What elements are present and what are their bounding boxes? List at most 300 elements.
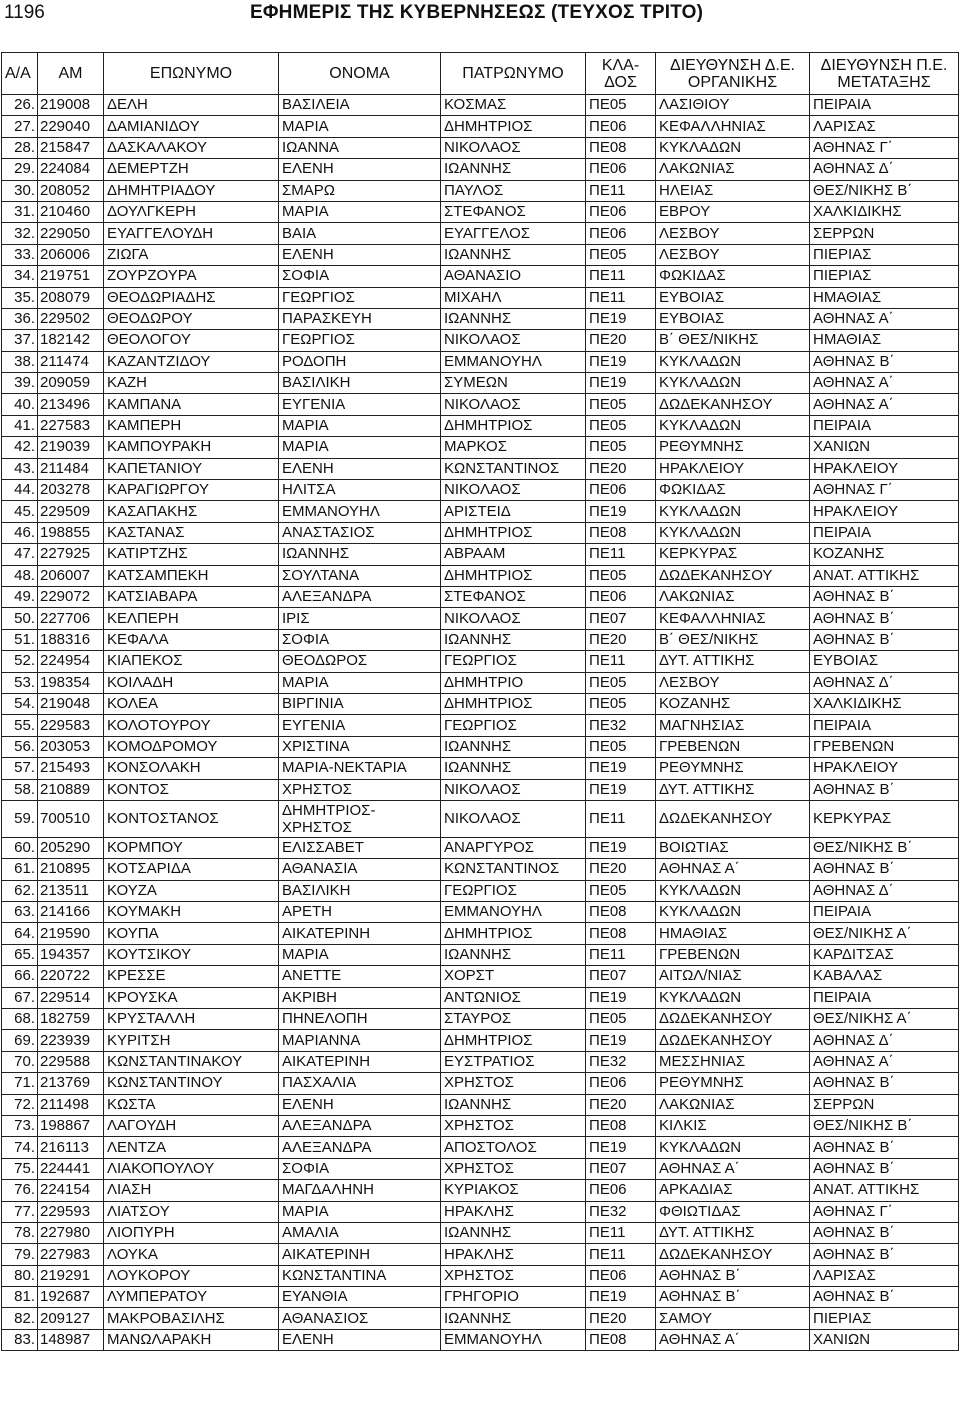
table-row xyxy=(2,159,959,180)
cell-surname: ΚΑΣΤΑΝΑΣ xyxy=(104,522,279,543)
cell-fathers-name: ΙΩΑΝΝΗΣ xyxy=(441,736,586,757)
cell-origin-directorate: ΚΥΚΛΑΔΩΝ xyxy=(656,880,810,901)
cell-branch: ΠΕ11 xyxy=(586,287,656,308)
cell-origin-directorate: ΛΕΣΒΟΥ xyxy=(656,244,810,265)
cell-registry-number: 208079 xyxy=(38,287,104,308)
cell-destination-directorate: ΑΘΗΝΑΣ Β΄ xyxy=(810,1287,959,1308)
cell-fathers-name: ΝΙΚΟΛΑΟΣ xyxy=(441,480,586,501)
cell-fathers-name: ΙΩΑΝΝΗΣ xyxy=(441,1222,586,1243)
cell-branch: ΠΕ19 xyxy=(586,758,656,779)
cell-surname: ΚΑΜΠΟΥΡΑΚΗ xyxy=(104,437,279,458)
cell-surname: ΚΑΤΙΡΤΖΗΣ xyxy=(104,544,279,565)
table-row xyxy=(2,544,959,565)
cell-origin-directorate: ΚΕΦΑΛΛΗΝΙΑΣ xyxy=(656,116,810,137)
cell-branch: ΠΕ05 xyxy=(586,672,656,693)
cell-destination-directorate: ΘΕΣ/ΝΙΚΗΣ Β΄ xyxy=(810,1115,959,1136)
cell-surname: ΚΑΖΑΝΤΖΙΔΟΥ xyxy=(104,351,279,372)
cell-registry-number: 211474 xyxy=(38,351,104,372)
cell-first-name: ΘΕΟΔΩΡΟΣ xyxy=(279,651,441,672)
cell-fathers-name: ΓΕΩΡΓΙΟΣ xyxy=(441,715,586,736)
cell-origin-directorate: ΑΘΗΝΑΣ Α΄ xyxy=(656,1158,810,1179)
cell-first-name: ΕΛΕΝΗ xyxy=(279,1094,441,1115)
cell-row-number: 72. xyxy=(2,1094,38,1115)
cell-registry-number: 182759 xyxy=(38,1009,104,1030)
cell-origin-directorate: ΛΕΣΒΟΥ xyxy=(656,672,810,693)
cell-surname: ΕΥΑΓΓΕΛΟΥΔΗ xyxy=(104,223,279,244)
cell-registry-number: 210889 xyxy=(38,779,104,800)
cell-surname: ΚΑΤΣΙΑΒΑΡΑ xyxy=(104,586,279,607)
cell-registry-number: 220722 xyxy=(38,966,104,987)
cell-branch: ΠΕ05 xyxy=(586,565,656,586)
cell-fathers-name: ΜΑΡΚΟΣ xyxy=(441,437,586,458)
cell-destination-directorate: ΚΑΒΑΛΑΣ xyxy=(810,966,959,987)
cell-surname: ΚΑΠΕΤΑΝΙΟΥ xyxy=(104,458,279,479)
cell-first-name: ΜΑΡΙΑ xyxy=(279,672,441,693)
cell-first-name: ΑΛΕΞΑΝΔΡΑ xyxy=(279,1115,441,1136)
cell-branch: ΠΕ08 xyxy=(586,137,656,158)
cell-fathers-name: ΣΤΕΦΑΝΟΣ xyxy=(441,586,586,607)
cell-fathers-name: ΕΜΜΑΝΟΥΗΛ xyxy=(441,351,586,372)
cell-destination-directorate: ΚΑΡΔΙΤΣΑΣ xyxy=(810,944,959,965)
cell-registry-number: 219048 xyxy=(38,693,104,714)
cell-first-name: ΜΑΓΔΑΛΗΝΗ xyxy=(279,1180,441,1201)
table-row xyxy=(2,1009,959,1030)
transfer-roster-table xyxy=(1,52,959,1351)
cell-first-name: ΡΟΔΟΠΗ xyxy=(279,351,441,372)
cell-row-number: 36. xyxy=(2,308,38,329)
cell-surname: ΚΑΣΑΠΑΚΗΣ xyxy=(104,501,279,522)
cell-first-name: ΕΛΙΣΣΑΒΕΤ xyxy=(279,837,441,858)
cell-surname: ΚΑΜΠΑΝΑ xyxy=(104,394,279,415)
cell-fathers-name: ΔΗΜΗΤΡΙΟ xyxy=(441,672,586,693)
cell-origin-directorate: ΜΑΓΝΗΣΙΑΣ xyxy=(656,715,810,736)
table-row xyxy=(2,95,959,116)
cell-row-number: 70. xyxy=(2,1051,38,1072)
cell-registry-number: 219751 xyxy=(38,266,104,287)
cell-surname: ΚΥΡΙΤΣΗ xyxy=(104,1030,279,1051)
cell-fathers-name: ΑΝΑΡΓΥΡΟΣ xyxy=(441,837,586,858)
cell-origin-directorate: ΒΟΙΩΤΙΑΣ xyxy=(656,837,810,858)
cell-destination-directorate: ΗΡΑΚΛΕΙΟΥ xyxy=(810,458,959,479)
table-row xyxy=(2,1094,959,1115)
cell-registry-number: 211484 xyxy=(38,458,104,479)
cell-fathers-name: ΕΜΜΑΝΟΥΗΛ xyxy=(441,902,586,923)
cell-branch: ΠΕ19 xyxy=(586,351,656,372)
table-row xyxy=(2,458,959,479)
cell-surname: ΔΑΣΚΑΛΑΚΟΥ xyxy=(104,137,279,158)
cell-surname: ΛΑΓΟΥΔΗ xyxy=(104,1115,279,1136)
table-row xyxy=(2,244,959,265)
table-row xyxy=(2,223,959,244)
cell-first-name: ΜΑΡΙΑΝΝΑ xyxy=(279,1030,441,1051)
cell-branch: ΠΕ06 xyxy=(586,116,656,137)
table-row xyxy=(2,1158,959,1179)
cell-branch: ΠΕ05 xyxy=(586,394,656,415)
cell-row-number: 73. xyxy=(2,1115,38,1136)
column-header-aa: Α/Α xyxy=(2,53,38,95)
cell-first-name: ΑΜΑΛΙΑ xyxy=(279,1222,441,1243)
cell-destination-directorate: ΑΘΗΝΑΣ Β΄ xyxy=(810,1244,959,1265)
cell-first-name: ΒΙΡΓΙΝΙΑ xyxy=(279,693,441,714)
column-header-origin-directorate: ΔΙΕΥΘΥΝΣΗ Δ.Ε. ΟΡΓΑΝΙΚΗΣ xyxy=(656,53,810,95)
cell-destination-directorate: ΑΘΗΝΑΣ Β΄ xyxy=(810,779,959,800)
cell-destination-directorate: ΗΜΑΘΙΑΣ xyxy=(810,287,959,308)
cell-registry-number: 198855 xyxy=(38,522,104,543)
cell-row-number: 38. xyxy=(2,351,38,372)
cell-row-number: 80. xyxy=(2,1265,38,1286)
cell-first-name: ΜΑΡΙΑ xyxy=(279,415,441,436)
cell-fathers-name: ΚΩΝΣΤΑΝΤΙΝΟΣ xyxy=(441,859,586,880)
cell-fathers-name: ΔΗΜΗΤΡΙΟΣ xyxy=(441,1030,586,1051)
table-row xyxy=(2,779,959,800)
cell-destination-directorate: ΕΥΒΟΙΑΣ xyxy=(810,651,959,672)
cell-branch: ΠΕ19 xyxy=(586,373,656,394)
cell-first-name: ΕΛΕΝΗ xyxy=(279,159,441,180)
cell-row-number: 50. xyxy=(2,608,38,629)
cell-row-number: 49. xyxy=(2,586,38,607)
cell-registry-number: 208052 xyxy=(38,180,104,201)
cell-registry-number: 224954 xyxy=(38,651,104,672)
cell-destination-directorate: ΑΘΗΝΑΣ Β΄ xyxy=(810,586,959,607)
table-body xyxy=(2,95,959,1351)
cell-row-number: 67. xyxy=(2,987,38,1008)
table-row xyxy=(2,837,959,858)
cell-origin-directorate: ΔΩΔΕΚΑΝΗΣΟΥ xyxy=(656,394,810,415)
cell-first-name: ΒΑΙΑ xyxy=(279,223,441,244)
cell-surname: ΚΟΜΟΔΡΟΜΟΥ xyxy=(104,736,279,757)
cell-row-number: 83. xyxy=(2,1329,38,1350)
cell-branch: ΠΕ06 xyxy=(586,223,656,244)
cell-registry-number: 229072 xyxy=(38,586,104,607)
cell-fathers-name: ΙΩΑΝΝΗΣ xyxy=(441,308,586,329)
table-row xyxy=(2,501,959,522)
cell-fathers-name: ΧΡΗΣΤΟΣ xyxy=(441,1158,586,1179)
table-row xyxy=(2,902,959,923)
cell-surname: ΚΟΥΠΑ xyxy=(104,923,279,944)
cell-surname: ΚΟΥΖΑ xyxy=(104,880,279,901)
cell-first-name: ΕΥΓΕΝΙΑ xyxy=(279,394,441,415)
cell-fathers-name: ΧΡΗΣΤΟΣ xyxy=(441,1115,586,1136)
cell-origin-directorate: ΡΕΘΥΜΝΗΣ xyxy=(656,437,810,458)
cell-branch: ΠΕ11 xyxy=(586,651,656,672)
cell-first-name: ΙΩΑΝΝΗΣ xyxy=(279,544,441,565)
cell-fathers-name: ΕΜΜΑΝΟΥΗΛ xyxy=(441,1329,586,1350)
cell-registry-number: 203053 xyxy=(38,736,104,757)
table-row xyxy=(2,923,959,944)
cell-registry-number: 194357 xyxy=(38,944,104,965)
cell-first-name: ΙΩΑΝΝΑ xyxy=(279,137,441,158)
cell-origin-directorate: Β΄ ΘΕΣ/ΝΙΚΗΣ xyxy=(656,629,810,650)
table-row xyxy=(2,715,959,736)
cell-surname: ΚΩΝΣΤΑΝΤΙΝΑΚΟΥ xyxy=(104,1051,279,1072)
cell-origin-directorate: ΕΥΒΟΙΑΣ xyxy=(656,308,810,329)
cell-row-number: 62. xyxy=(2,880,38,901)
cell-first-name: ΣΜΑΡΩ xyxy=(279,180,441,201)
cell-surname: ΚΟΝΤΟΣΤΑΝΟΣ xyxy=(104,800,279,837)
table-row xyxy=(2,693,959,714)
cell-origin-directorate: ΚΕΦΑΛΛΗΝΙΑΣ xyxy=(656,608,810,629)
cell-surname: ΛΙΟΠΥΡΗ xyxy=(104,1222,279,1243)
cell-surname: ΚΕΛΠΕΡΗ xyxy=(104,608,279,629)
cell-first-name: ΑΙΚΑΤΕΡΙΝΗ xyxy=(279,923,441,944)
cell-branch: ΠΕ19 xyxy=(586,308,656,329)
cell-fathers-name: ΝΙΚΟΛΑΟΣ xyxy=(441,800,586,837)
cell-destination-directorate: ΑΘΗΝΑΣ Β΄ xyxy=(810,1137,959,1158)
cell-row-number: 74. xyxy=(2,1137,38,1158)
cell-fathers-name: ΙΩΑΝΝΗΣ xyxy=(441,758,586,779)
cell-surname: ΜΑΝΩΛΑΡΑΚΗ xyxy=(104,1329,279,1350)
cell-fathers-name: ΧΟΡΣΤ xyxy=(441,966,586,987)
cell-destination-directorate: ΠΕΙΡΑΙΑ xyxy=(810,95,959,116)
cell-first-name: ΕΜΜΑΝΟΥΗΛ xyxy=(279,501,441,522)
cell-first-name: ΚΩΝΣΤΑΝΤΙΝΑ xyxy=(279,1265,441,1286)
column-header-branch: ΚΛΑ-ΔΟΣ xyxy=(586,53,656,95)
cell-branch: ΠΕ19 xyxy=(586,1137,656,1158)
table-row xyxy=(2,966,959,987)
cell-destination-directorate: ΠΕΙΡΑΙΑ xyxy=(810,415,959,436)
cell-first-name: ΓΕΩΡΓΙΟΣ xyxy=(279,287,441,308)
cell-first-name: ΕΛΕΝΗ xyxy=(279,244,441,265)
table-row xyxy=(2,672,959,693)
cell-destination-directorate: ΑΘΗΝΑΣ Δ΄ xyxy=(810,880,959,901)
cell-registry-number: 227706 xyxy=(38,608,104,629)
cell-row-number: 82. xyxy=(2,1308,38,1329)
cell-row-number: 27. xyxy=(2,116,38,137)
cell-origin-directorate: ΔΩΔΕΚΑΝΗΣΟΥ xyxy=(656,1244,810,1265)
cell-surname: ΛΕΝΤΖΑ xyxy=(104,1137,279,1158)
cell-origin-directorate: ΚΥΚΛΑΔΩΝ xyxy=(656,522,810,543)
cell-first-name: ΣΟΦΙΑ xyxy=(279,1158,441,1179)
cell-origin-directorate: ΡΕΘΥΜΝΗΣ xyxy=(656,1073,810,1094)
cell-surname: ΛΙΑΣΗ xyxy=(104,1180,279,1201)
cell-destination-directorate: ΘΕΣ/ΝΙΚΗΣ Α΄ xyxy=(810,923,959,944)
cell-registry-number: 229509 xyxy=(38,501,104,522)
cell-branch: ΠΕ11 xyxy=(586,800,656,837)
cell-first-name: ΑΙΚΑΤΕΡΙΝΗ xyxy=(279,1244,441,1265)
cell-destination-directorate: ΣΕΡΡΩΝ xyxy=(810,1094,959,1115)
cell-row-number: 64. xyxy=(2,923,38,944)
cell-origin-directorate: ΚΥΚΛΑΔΩΝ xyxy=(656,902,810,923)
cell-fathers-name: ΝΙΚΟΛΑΟΣ xyxy=(441,608,586,629)
cell-row-number: 41. xyxy=(2,415,38,436)
cell-destination-directorate: ΑΘΗΝΑΣ Γ΄ xyxy=(810,137,959,158)
cell-first-name: ΕΥΑΝΘΙΑ xyxy=(279,1287,441,1308)
cell-origin-directorate: ΕΒΡΟΥ xyxy=(656,201,810,222)
cell-branch: ΠΕ05 xyxy=(586,693,656,714)
cell-fathers-name: ΗΡΑΚΛΗΣ xyxy=(441,1201,586,1222)
cell-fathers-name: ΣΤΑΥΡΟΣ xyxy=(441,1009,586,1030)
cell-first-name: ΜΑΡΙΑ xyxy=(279,437,441,458)
cell-branch: ΠΕ08 xyxy=(586,923,656,944)
cell-row-number: 42. xyxy=(2,437,38,458)
column-header-am: ΑΜ xyxy=(38,53,104,95)
cell-branch: ΠΕ06 xyxy=(586,159,656,180)
table-row xyxy=(2,880,959,901)
cell-first-name: ΧΡΗΣΤΟΣ xyxy=(279,779,441,800)
cell-first-name: ΑΘΑΝΑΣΙΑ xyxy=(279,859,441,880)
cell-destination-directorate: ΠΕΙΡΑΙΑ xyxy=(810,715,959,736)
cell-surname: ΛΟΥΚΟΡΟΥ xyxy=(104,1265,279,1286)
table-row xyxy=(2,608,959,629)
cell-row-number: 30. xyxy=(2,180,38,201)
cell-first-name: ΜΑΡΙΑ xyxy=(279,116,441,137)
cell-registry-number: 223939 xyxy=(38,1030,104,1051)
cell-origin-directorate: ΓΡΕΒΕΝΩΝ xyxy=(656,736,810,757)
table-row xyxy=(2,351,959,372)
column-header-destination-directorate: ΔΙΕΥΘΥΝΣΗ Π.Ε. ΜΕΤΑΤΑΞΗΣ xyxy=(810,53,959,95)
cell-origin-directorate: ΑΘΗΝΑΣ Α΄ xyxy=(656,859,810,880)
cell-fathers-name: ΓΕΩΡΓΙΟΣ xyxy=(441,651,586,672)
cell-row-number: 71. xyxy=(2,1073,38,1094)
cell-fathers-name: ΙΩΑΝΝΗΣ xyxy=(441,1094,586,1115)
cell-surname: ΔΕΜΕΡΤΖΗ xyxy=(104,159,279,180)
cell-first-name: ΔΗΜΗΤΡΙΟΣ-ΧΡΗΣΤΟΣ xyxy=(279,800,441,837)
cell-fathers-name: ΙΩΑΝΝΗΣ xyxy=(441,629,586,650)
cell-registry-number: 224084 xyxy=(38,159,104,180)
cell-surname: ΚΟΝΤΟΣ xyxy=(104,779,279,800)
cell-surname: ΔΑΜΙΑΝΙΔΟΥ xyxy=(104,116,279,137)
cell-first-name: ΑΝΑΣΤΑΣΙΟΣ xyxy=(279,522,441,543)
cell-branch: ΠΕ05 xyxy=(586,244,656,265)
cell-origin-directorate: ΕΥΒΟΙΑΣ xyxy=(656,287,810,308)
cell-origin-directorate: ΛΑΚΩΝΙΑΣ xyxy=(656,586,810,607)
cell-fathers-name: ΔΗΜΗΤΡΙΟΣ xyxy=(441,693,586,714)
cell-branch: ΠΕ20 xyxy=(586,458,656,479)
table-row xyxy=(2,1287,959,1308)
page-number: 1196 xyxy=(4,2,45,23)
cell-row-number: 52. xyxy=(2,651,38,672)
cell-branch: ΠΕ19 xyxy=(586,501,656,522)
table-row xyxy=(2,415,959,436)
cell-surname: ΚΟΥΤΣΙΚΟΥ xyxy=(104,944,279,965)
table-row xyxy=(2,859,959,880)
cell-destination-directorate: ΠΙΕΡΙΑΣ xyxy=(810,1308,959,1329)
cell-first-name: ΣΟΥΛΤΑΝΑ xyxy=(279,565,441,586)
cell-origin-directorate: ΦΘΙΩΤΙΔΑΣ xyxy=(656,1201,810,1222)
table-row xyxy=(2,180,959,201)
cell-row-number: 77. xyxy=(2,1201,38,1222)
cell-registry-number: 198867 xyxy=(38,1115,104,1136)
cell-surname: ΚΟΛΕΑ xyxy=(104,693,279,714)
cell-destination-directorate: ΑΘΗΝΑΣ Β΄ xyxy=(810,859,959,880)
table-row xyxy=(2,437,959,458)
cell-surname: ΛΙΑΤΣΟΥ xyxy=(104,1201,279,1222)
cell-row-number: 48. xyxy=(2,565,38,586)
table-row xyxy=(2,1030,959,1051)
cell-row-number: 79. xyxy=(2,1244,38,1265)
cell-fathers-name: ΔΗΜΗΤΡΙΟΣ xyxy=(441,565,586,586)
cell-row-number: 33. xyxy=(2,244,38,265)
cell-first-name: ΣΟΦΙΑ xyxy=(279,266,441,287)
cell-branch: ΠΕ07 xyxy=(586,966,656,987)
cell-fathers-name: ΑΡΙΣΤΕΙΔ xyxy=(441,501,586,522)
cell-destination-directorate: ΑΘΗΝΑΣ Γ΄ xyxy=(810,1201,959,1222)
cell-registry-number: 205290 xyxy=(38,837,104,858)
cell-origin-directorate: ΗΡΑΚΛΕΙΟΥ xyxy=(656,458,810,479)
cell-registry-number: 219291 xyxy=(38,1265,104,1286)
cell-surname: ΘΕΟΔΩΡΙΑΔΗΣ xyxy=(104,287,279,308)
cell-fathers-name: ΔΗΜΗΤΡΙΟΣ xyxy=(441,522,586,543)
cell-first-name: ΕΥΓΕΝΙΑ xyxy=(279,715,441,736)
cell-registry-number: 211498 xyxy=(38,1094,104,1115)
table-row xyxy=(2,1051,959,1072)
table-row xyxy=(2,522,959,543)
cell-origin-directorate: ΚΥΚΛΑΔΩΝ xyxy=(656,501,810,522)
cell-branch: ΠΕ19 xyxy=(586,1287,656,1308)
cell-registry-number: 209059 xyxy=(38,373,104,394)
cell-row-number: 31. xyxy=(2,201,38,222)
column-header-name: ΟΝΟΜΑ xyxy=(279,53,441,95)
cell-branch: ΠΕ11 xyxy=(586,1222,656,1243)
cell-origin-directorate: ΑΙΤΩΛ/ΝΙΑΣ xyxy=(656,966,810,987)
cell-branch: ΠΕ11 xyxy=(586,1244,656,1265)
cell-branch: ΠΕ20 xyxy=(586,330,656,351)
cell-destination-directorate: ΓΡΕΒΕΝΩΝ xyxy=(810,736,959,757)
cell-surname: ΚΑΜΠΕΡΗ xyxy=(104,415,279,436)
cell-registry-number: 148987 xyxy=(38,1329,104,1350)
cell-origin-directorate: ΔΩΔΕΚΑΝΗΣΟΥ xyxy=(656,565,810,586)
cell-origin-directorate: ΚΥΚΛΑΔΩΝ xyxy=(656,137,810,158)
cell-destination-directorate: ΑΘΗΝΑΣ Α΄ xyxy=(810,308,959,329)
cell-row-number: 58. xyxy=(2,779,38,800)
table-row xyxy=(2,651,959,672)
cell-branch: ΠΕ19 xyxy=(586,987,656,1008)
cell-row-number: 63. xyxy=(2,902,38,923)
cell-surname: ΔΗΜΗΤΡΙΑΔΟΥ xyxy=(104,180,279,201)
cell-surname: ΚΑΖΗ xyxy=(104,373,279,394)
cell-registry-number: 227980 xyxy=(38,1222,104,1243)
cell-registry-number: 210895 xyxy=(38,859,104,880)
table-row xyxy=(2,308,959,329)
cell-origin-directorate: ΚΥΚΛΑΔΩΝ xyxy=(656,987,810,1008)
page-header xyxy=(0,0,960,28)
cell-row-number: 46. xyxy=(2,522,38,543)
cell-destination-directorate: ΠΕΙΡΑΙΑ xyxy=(810,987,959,1008)
cell-origin-directorate: ΛΑΚΩΝΙΑΣ xyxy=(656,159,810,180)
cell-destination-directorate: ΘΕΣ/ΝΙΚΗΣ Α΄ xyxy=(810,1009,959,1030)
cell-branch: ΠΕ11 xyxy=(586,180,656,201)
cell-destination-directorate: ΗΜΑΘΙΑΣ xyxy=(810,330,959,351)
table-row xyxy=(2,201,959,222)
cell-fathers-name: ΝΙΚΟΛΑΟΣ xyxy=(441,330,586,351)
table-row xyxy=(2,1329,959,1350)
cell-registry-number: 203278 xyxy=(38,480,104,501)
cell-row-number: 65. xyxy=(2,944,38,965)
cell-surname: ΚΟΥΜΑΚΗ xyxy=(104,902,279,923)
cell-fathers-name: ΗΡΑΚΛΗΣ xyxy=(441,1244,586,1265)
cell-origin-directorate: ΑΡΚΑΔΙΑΣ xyxy=(656,1180,810,1201)
cell-first-name: ΑΚΡΙΒΗ xyxy=(279,987,441,1008)
cell-fathers-name: ΣΤΕΦΑΝΟΣ xyxy=(441,201,586,222)
cell-branch: ΠΕ08 xyxy=(586,1329,656,1350)
cell-origin-directorate: ΔΩΔΕΚΑΝΗΣΟΥ xyxy=(656,1009,810,1030)
cell-first-name: ΗΛΙΤΣΑ xyxy=(279,480,441,501)
cell-branch: ΠΕ06 xyxy=(586,1073,656,1094)
table-row xyxy=(2,1115,959,1136)
cell-branch: ΠΕ07 xyxy=(586,1158,656,1179)
cell-first-name: ΜΑΡΙΑ xyxy=(279,944,441,965)
cell-registry-number: 229588 xyxy=(38,1051,104,1072)
cell-row-number: 66. xyxy=(2,966,38,987)
cell-first-name: ΒΑΣΙΛΙΚΗ xyxy=(279,880,441,901)
cell-first-name: ΑΝΕΤΤΕ xyxy=(279,966,441,987)
cell-surname: ΛΙΑΚΟΠΟΥΛΟΥ xyxy=(104,1158,279,1179)
cell-origin-directorate: ΔΥΤ. ΑΤΤΙΚΗΣ xyxy=(656,779,810,800)
cell-row-number: 26. xyxy=(2,95,38,116)
cell-row-number: 76. xyxy=(2,1180,38,1201)
cell-destination-directorate: ΑΘΗΝΑΣ Γ΄ xyxy=(810,480,959,501)
cell-row-number: 28. xyxy=(2,137,38,158)
